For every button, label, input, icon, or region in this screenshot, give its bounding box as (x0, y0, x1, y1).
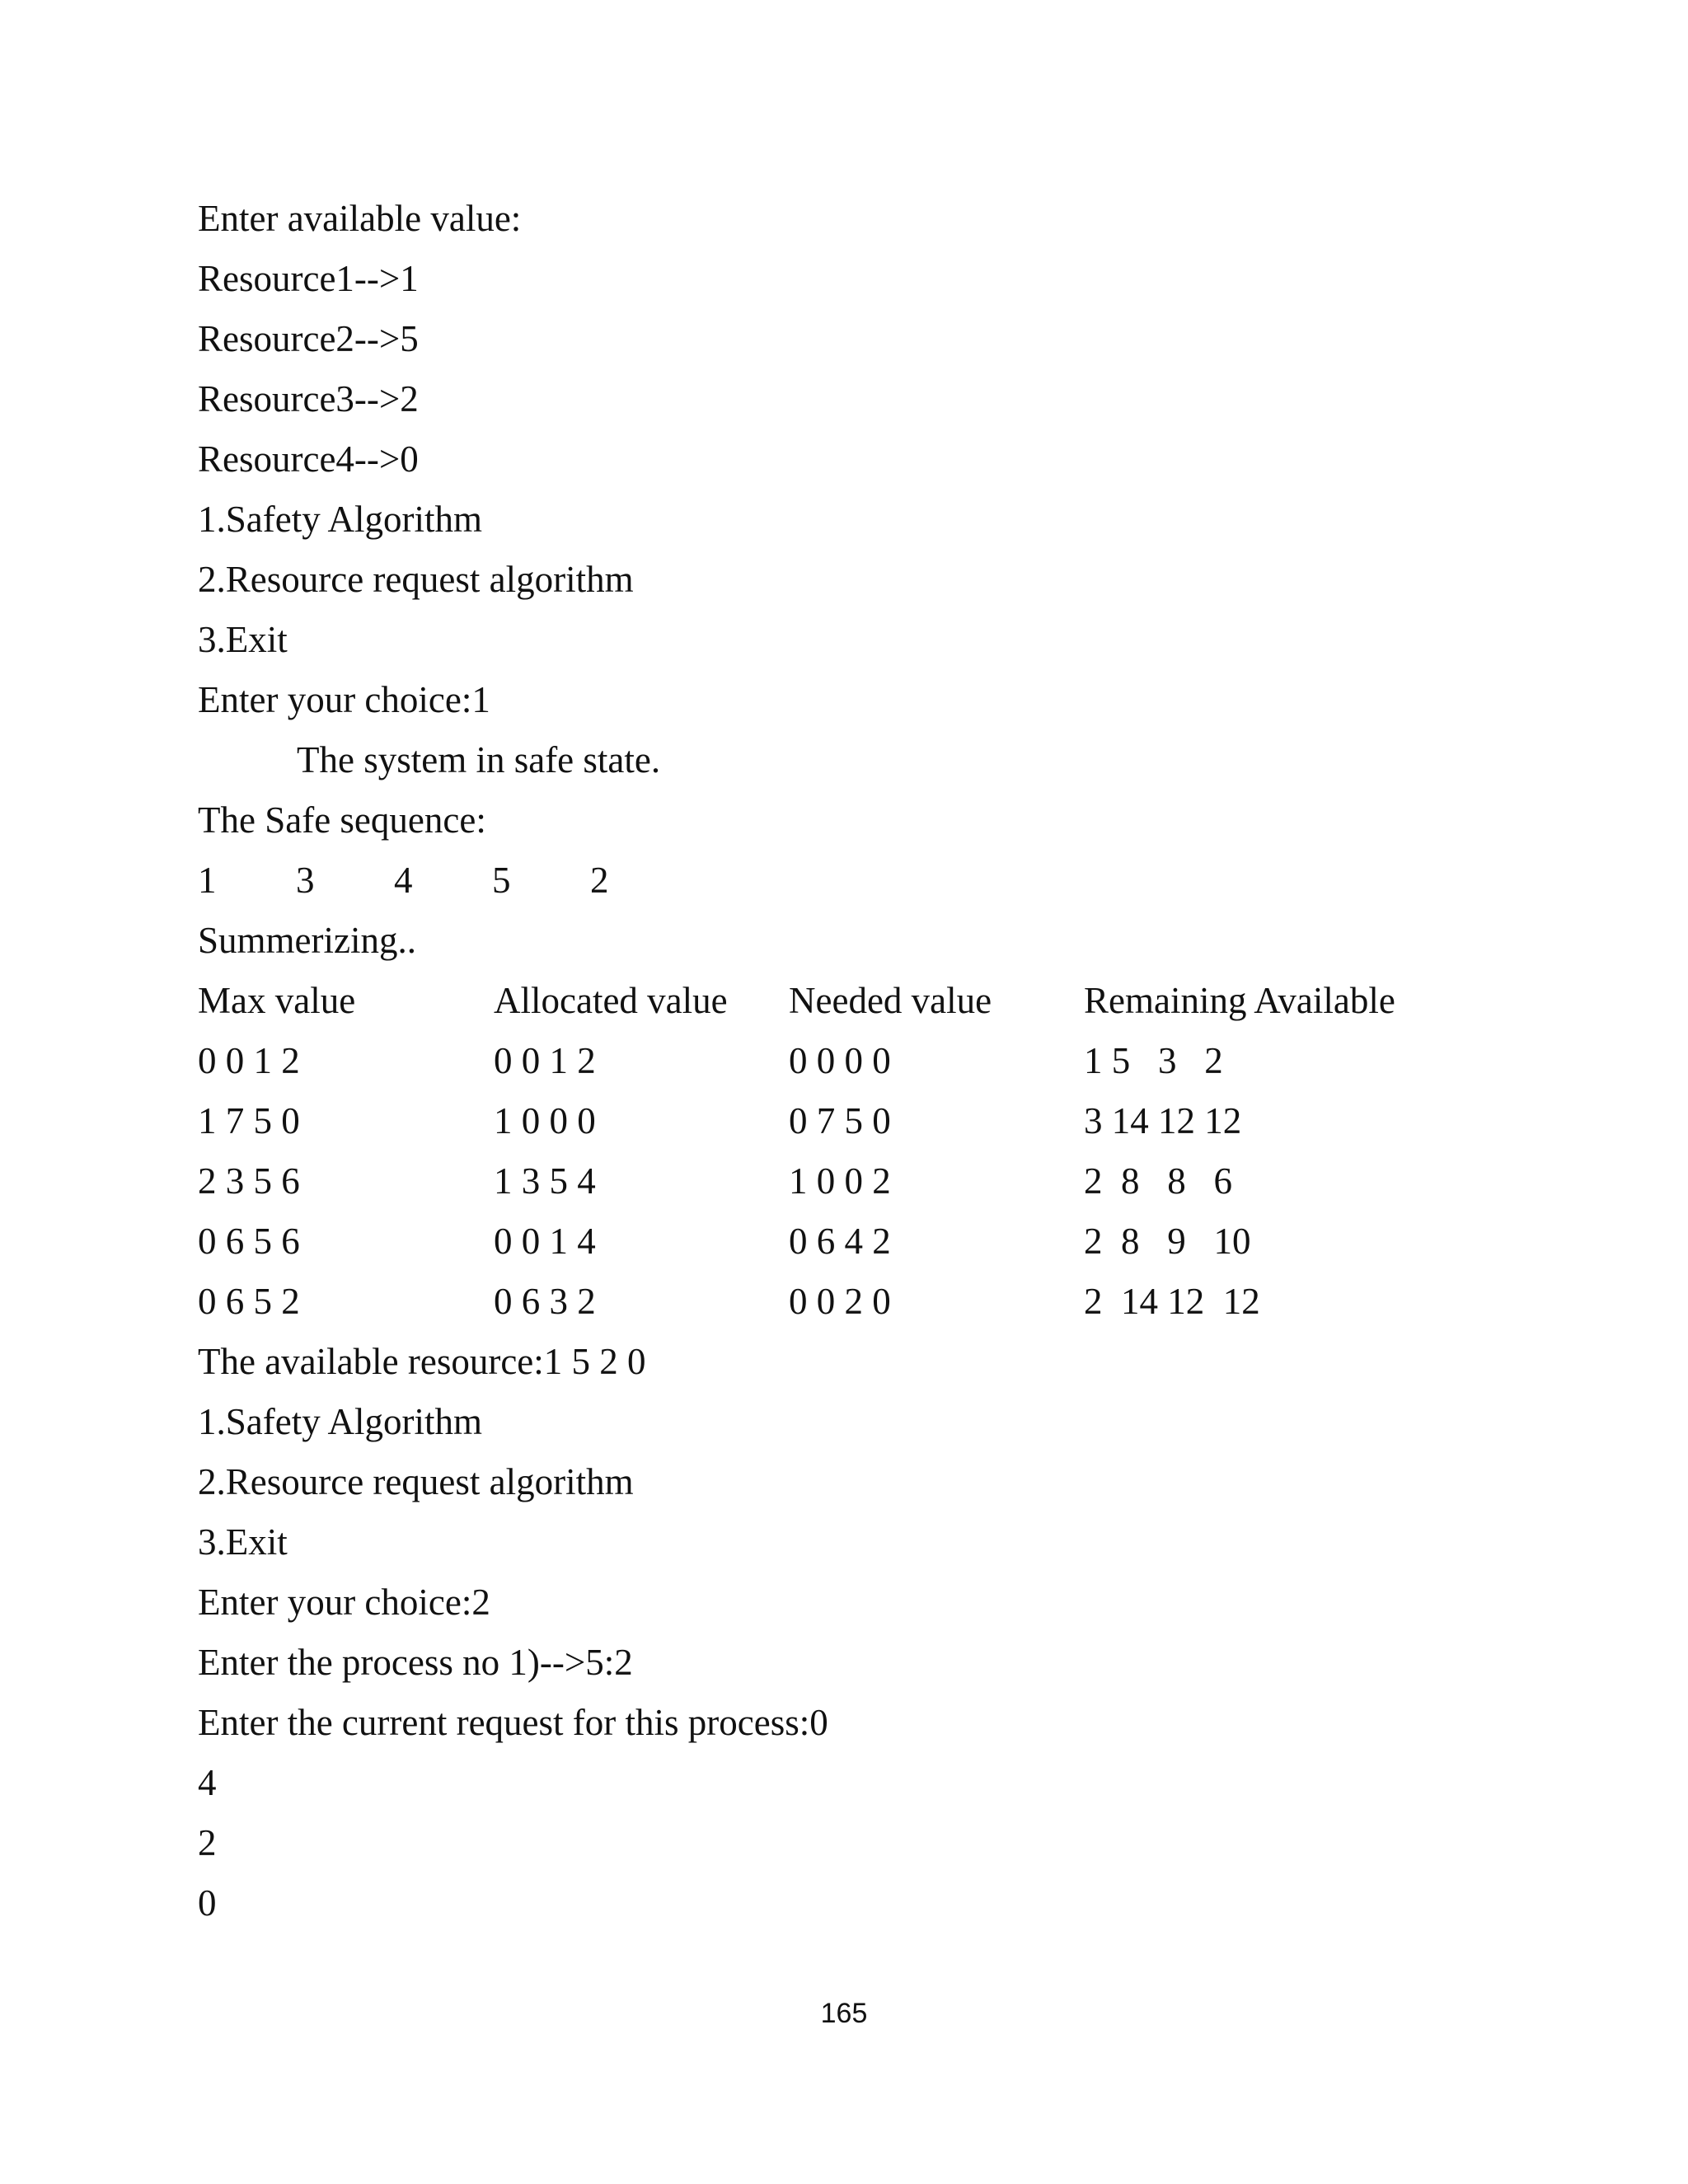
safe-sequence-label: The Safe sequence: (198, 799, 486, 841)
sequence-item: 3 (296, 860, 315, 901)
table-cell: 2 8 9 10 (1084, 1221, 1251, 1262)
table-cell: 0 0 0 0 (789, 1040, 891, 1081)
choice-line: Enter your choice:1 (198, 679, 490, 720)
header-needed-value: Needed value (789, 980, 992, 1021)
sequence-item: 5 (492, 860, 511, 901)
available-resource-line: The available resource:1 5 2 0 (198, 1341, 646, 1382)
available-prompt: Enter available value: (198, 198, 522, 239)
table-cell: 1 3 5 4 (494, 1160, 596, 1202)
table-cell: 0 7 5 0 (789, 1100, 891, 1141)
resource-line-1: Resource1-->1 (198, 258, 419, 299)
table-cell: 1 7 5 0 (198, 1100, 300, 1141)
menu-item-exit-2: 3.Exit (198, 1521, 288, 1563)
resource-line-3: Resource3-->2 (198, 378, 419, 419)
table-cell: 0 0 1 2 (198, 1040, 300, 1081)
menu-item-safety-2: 1.Safety Algorithm (198, 1401, 482, 1442)
safe-state-message: The system in safe state. (297, 739, 661, 780)
table-cell: 2 3 5 6 (198, 1160, 300, 1202)
menu-item-safety: 1.Safety Algorithm (198, 499, 482, 540)
resource-line-4: Resource4-->0 (198, 438, 419, 480)
table-cell: 0 6 3 2 (494, 1281, 596, 1322)
sequence-item: 2 (590, 860, 609, 901)
table-cell: 1 0 0 0 (494, 1100, 596, 1141)
header-allocated-value: Allocated value (494, 980, 728, 1021)
menu-item-resource-request: 2.Resource request algorithm (198, 559, 634, 600)
header-remaining-available: Remaining Available (1084, 980, 1395, 1021)
table-cell: 2 14 12 12 (1084, 1281, 1260, 1322)
table-cell: 0 6 5 2 (198, 1281, 300, 1322)
table-cell: 0 0 2 0 (789, 1281, 891, 1322)
request-value-1: 4 (198, 1762, 217, 1803)
summary-label: Summerizing.. (198, 920, 416, 961)
menu-item-resource-request-2: 2.Resource request algorithm (198, 1461, 634, 1502)
header-max-value: Max value (198, 980, 356, 1021)
table-cell: 1 0 0 2 (789, 1160, 891, 1202)
resource-line-2: Resource2-->5 (198, 318, 419, 359)
choice-line-2: Enter your choice:2 (198, 1582, 490, 1623)
sequence-item: 1 (198, 860, 217, 901)
page-number: 165 (820, 1998, 868, 2029)
table-cell: 3 14 12 12 (1084, 1100, 1242, 1141)
table-cell: 0 0 1 4 (494, 1221, 596, 1262)
table-cell: 2 8 8 6 (1084, 1160, 1232, 1202)
request-value-2: 2 (198, 1822, 217, 1863)
sequence-item: 4 (394, 860, 413, 901)
request-prompt: Enter the current request for this process:0 (198, 1702, 828, 1743)
request-value-3: 0 (198, 1882, 217, 1924)
process-prompt: Enter the process no 1)-->5:2 (198, 1642, 633, 1683)
table-cell: 0 6 5 6 (198, 1221, 300, 1262)
table-cell: 0 0 1 2 (494, 1040, 596, 1081)
menu-item-exit: 3.Exit (198, 619, 288, 660)
table-cell: 0 6 4 2 (789, 1221, 891, 1262)
table-cell: 1 5 3 2 (1084, 1040, 1223, 1081)
